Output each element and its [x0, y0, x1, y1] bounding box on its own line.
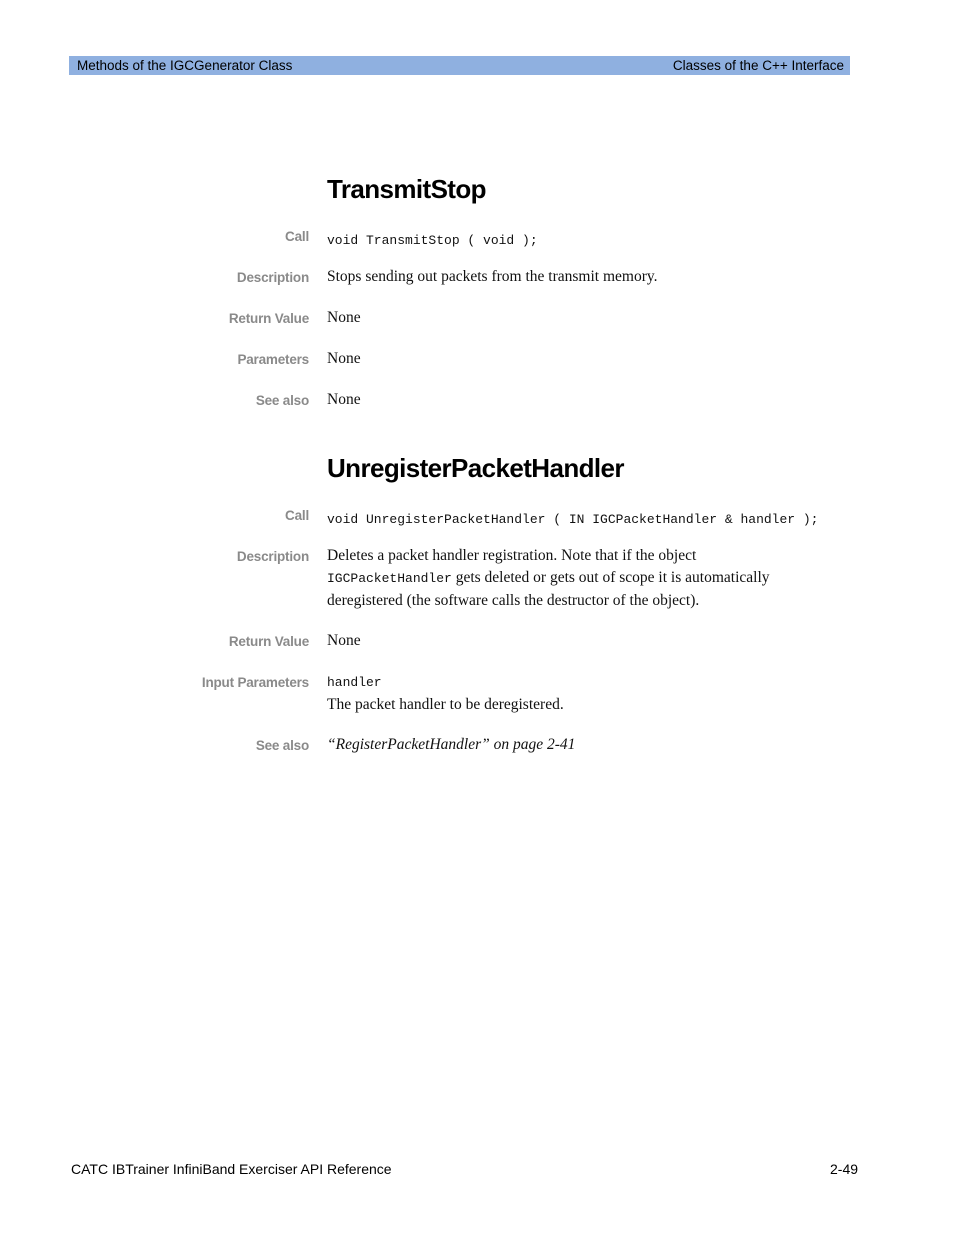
call-signature: void UnregisterPacketHandler ( IN IGCPacketHandler & handler );	[327, 512, 819, 527]
header-left: Methods of the IGCGenerator Class	[77, 58, 293, 73]
call-label: Call	[285, 229, 309, 244]
parameters-label: Parameters	[237, 352, 309, 367]
description-text	[327, 545, 819, 612]
see-also-label: See also	[255, 393, 309, 408]
header-right: Classes of the C++ Interface	[672, 58, 844, 73]
see-also-link[interactable]: “RegisterPacketHandler” on page 2-41	[327, 736, 576, 753]
see-also-label: See also	[255, 738, 309, 753]
section-title-unregisterpackethandler: UnregisterPacketHandler	[327, 453, 624, 483]
input-parameters-label: Input Parameters	[201, 675, 309, 690]
call-signature: void TransmitStop ( void );	[327, 233, 538, 248]
input-param-name: handler	[327, 675, 382, 690]
description-part1: Deletes a packet handler registration. Note that if the object	[327, 547, 697, 564]
section-title-transmitstop: TransmitStop	[327, 174, 486, 204]
footer-title: CATC IBTrainer InfiniBand Exerciser API Reference	[71, 1161, 392, 1177]
return-value-label: Return Value	[228, 311, 309, 326]
input-parameters-block	[327, 671, 827, 716]
running-header	[69, 56, 850, 75]
description-code: IGCPacketHandler	[327, 571, 452, 586]
return-value-text: None	[327, 309, 361, 326]
description-label: Description	[236, 270, 309, 285]
page-number: 2-49	[830, 1161, 859, 1177]
description-part2: gets deleted or gets out of scope it is automatically deregistered (the software calls the destructor of the object).	[327, 569, 770, 609]
return-value-text: None	[327, 632, 361, 649]
see-also-text: None	[327, 391, 361, 408]
parameters-text: None	[327, 350, 361, 367]
call-label: Call	[285, 508, 309, 523]
return-value-label: Return Value	[228, 634, 309, 649]
description-text: Stops sending out packets from the transmit memory.	[327, 268, 658, 285]
description-label: Description	[236, 549, 309, 564]
input-param-desc: The packet handler to be deregistered.	[327, 696, 564, 713]
